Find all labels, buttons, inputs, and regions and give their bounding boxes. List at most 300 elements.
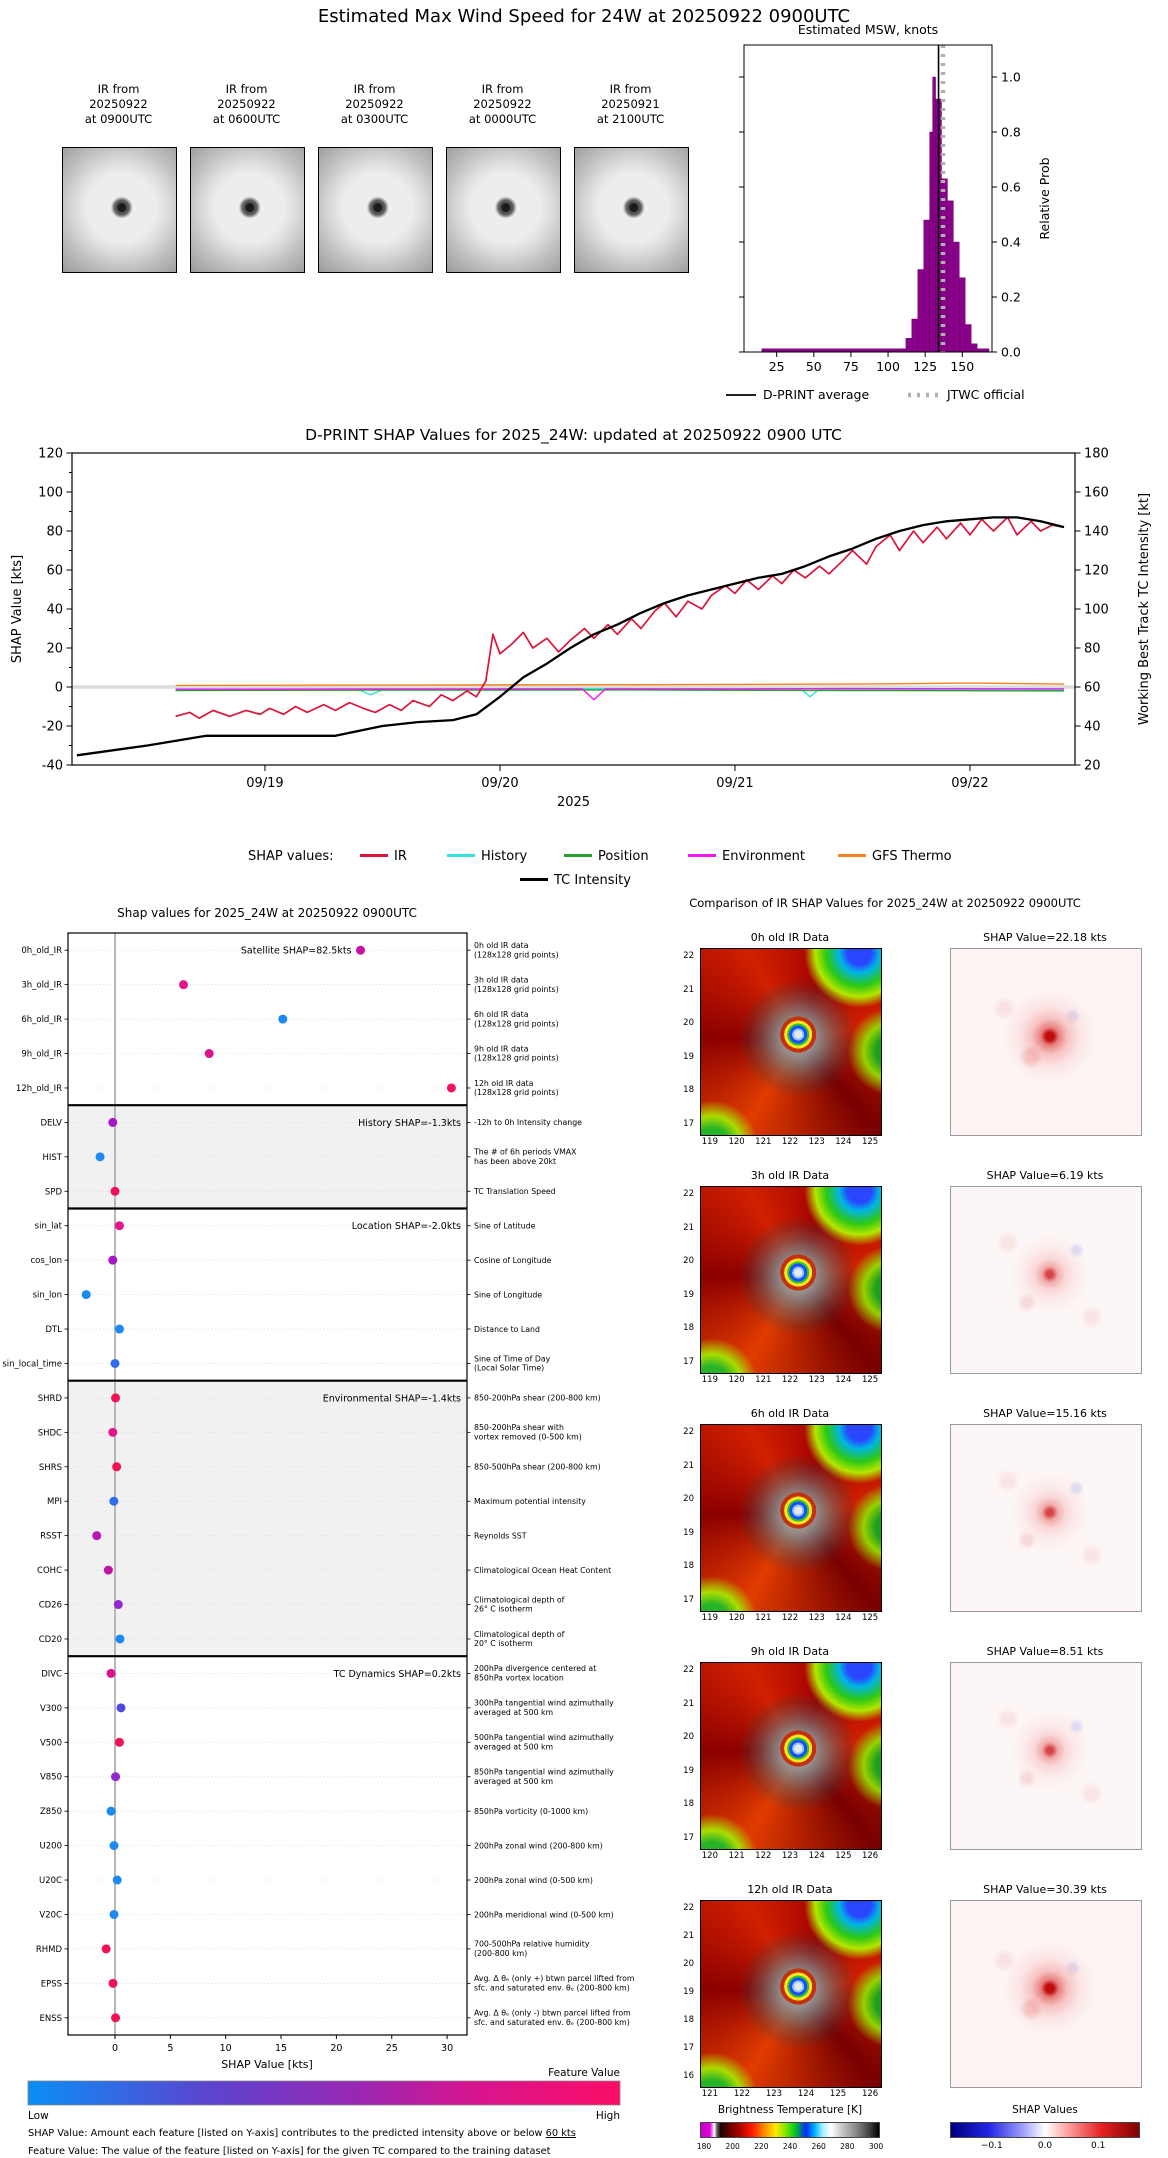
- shap-map-image: [950, 1424, 1142, 1612]
- lon-tick-label: 123: [808, 1137, 825, 1147]
- feature-desc: 850hPa vortex location: [474, 1673, 564, 1683]
- shap-colorbar-tick: −0.1: [980, 2141, 1003, 2151]
- lat-tick-label: 17: [683, 1356, 694, 1367]
- feature-desc: 200hPa meridional wind (0-500 km): [474, 1910, 614, 1920]
- feature-desc: (128x128 grid points): [474, 1053, 559, 1063]
- feature-label: DIVC: [41, 1669, 62, 1680]
- ir-thumbnail-image: [190, 147, 305, 273]
- msw-histogram-chart: [560, 18, 1168, 420]
- feature-dot: [113, 1876, 122, 1885]
- ir-data-image: [700, 1186, 882, 1374]
- lat-tick-label: 22: [683, 1189, 694, 1200]
- feature-desc: averaged at 500 km: [474, 1776, 554, 1786]
- feature-dot: [115, 1325, 124, 1334]
- feature-dot: [107, 1669, 116, 1678]
- lon-tick-label: 125: [861, 1613, 879, 1623]
- histogram-bar: [947, 201, 953, 352]
- feature-desc: 200hPa divergence centered at: [474, 1664, 597, 1674]
- legend-label: IR: [394, 849, 407, 864]
- feature-label: CD26: [38, 1600, 62, 1611]
- shap-panel-title: SHAP Value=22.18 kts: [983, 931, 1107, 944]
- lon-tick-label: 120: [728, 1375, 745, 1385]
- bt-colorbar-tick: 300: [868, 2142, 884, 2151]
- lat-tick-label: 18: [683, 1323, 694, 1334]
- feature-desc: (128x128 grid points): [474, 950, 559, 960]
- feature-desc: (200-800 km): [474, 1949, 528, 1959]
- ir-thumbnail-image: [318, 147, 433, 273]
- lon-tick-label: 126: [861, 1851, 879, 1861]
- feature-dot: [114, 1600, 123, 1609]
- series-position: [176, 690, 1064, 691]
- x-tick-label: 75: [842, 359, 859, 374]
- feature-label: V850: [39, 1772, 62, 1783]
- y-tick-label: 0.0: [1001, 344, 1021, 360]
- bt-colorbar-tick: 220: [754, 2142, 769, 2151]
- feature-desc: Reynolds SST: [474, 1531, 527, 1541]
- lon-tick-label: 125: [829, 2089, 847, 2099]
- x-tick-label: 09/19: [246, 776, 284, 791]
- bt-colorbar-tick: 240: [782, 2142, 798, 2151]
- feature-label: SHRS: [38, 1462, 62, 1473]
- feature-dot: [92, 1531, 101, 1540]
- y-tick-label: 80: [1084, 641, 1101, 657]
- feature-desc: 700-500hPa relative humidity: [474, 1939, 590, 1949]
- y-tick-label: 120: [1084, 563, 1109, 579]
- lat-tick-label: 19: [683, 1051, 694, 1062]
- lon-tick-label: 122: [781, 1137, 799, 1147]
- feature-desc: 300hPa tangential wind azimuthally: [474, 1698, 614, 1708]
- ir-thumbnail-label: IR from 20250921 at 2100UTC: [596, 82, 665, 127]
- legend-label: Position: [598, 849, 649, 864]
- feature-dot: [447, 1083, 456, 1092]
- feature-desc: (128x128 grid points): [474, 1088, 559, 1098]
- feature-label: 9h_old_IR: [21, 1049, 62, 1060]
- shap-timeseries-chart: [0, 420, 1168, 898]
- feature-desc: (128x128 grid points): [474, 984, 559, 994]
- feature-dot: [107, 1807, 116, 1816]
- feature-dot: [179, 980, 188, 989]
- legend-label: D-PRINT average: [763, 387, 870, 402]
- feature-desc: 850-200hPa shear with: [474, 1423, 564, 1433]
- x-tick-label: 0: [111, 2043, 119, 2054]
- histogram-bar: [953, 242, 959, 352]
- feature-desc: Sine of Time of Day: [474, 1354, 551, 1364]
- feature-desc: Maximum potential intensity: [474, 1497, 586, 1507]
- lat-tick-label: 20: [683, 1018, 694, 1029]
- lon-tick-label: 121: [701, 2089, 719, 2099]
- x-tick-label: 30: [441, 2043, 454, 2054]
- feature-desc: 0h old IR data: [474, 941, 529, 951]
- y-tick-label: 0.8: [1001, 124, 1021, 140]
- x-axis-label: 2025: [556, 795, 591, 810]
- histogram-bar: [906, 338, 912, 352]
- lon-tick-label: 122: [755, 1851, 772, 1861]
- series-tc-intensity: [77, 517, 1064, 755]
- dotplot-title: Shap values for 2025_24W at 20250922 0900UTC: [117, 906, 417, 920]
- feature-label: CD20: [38, 1634, 62, 1645]
- feature-desc: 20° C isotherm: [474, 1639, 533, 1649]
- x-tick-label: 25: [385, 2043, 398, 2054]
- lon-tick-label: 120: [728, 1137, 745, 1147]
- feature-dot: [109, 1497, 118, 1506]
- shap-dotplot-chart: [0, 895, 664, 2158]
- lat-tick-label: 18: [683, 1561, 694, 1572]
- lat-tick-label: 21: [683, 984, 694, 995]
- feature-desc: averaged at 500 km: [474, 1742, 554, 1752]
- comparison-title: Comparison of IR SHAP Values for 2025_24W at 20250922 0900UTC: [689, 896, 1081, 910]
- ir-panel-title: 3h old IR Data: [750, 1169, 830, 1182]
- legend-label: History: [481, 849, 528, 864]
- shap-panel-title: SHAP Value=30.39 kts: [983, 1883, 1107, 1896]
- x-tick-label: 09/22: [951, 776, 989, 791]
- feature-desc: has been above 20kt: [474, 1157, 557, 1167]
- shap-map-image: [950, 1662, 1142, 1850]
- feature-dot: [111, 1187, 120, 1196]
- feature-label: V500: [39, 1738, 62, 1749]
- feature-label: Z850: [39, 1807, 62, 1818]
- figure-title: Estimated Max Wind Speed for 24W at 20250922 0900UTC: [317, 6, 851, 27]
- lat-tick-label: 22: [683, 951, 694, 962]
- lon-tick-label: 122: [781, 1375, 799, 1385]
- lon-tick-label: 121: [755, 1375, 772, 1385]
- x-tick-label: 150: [950, 359, 975, 374]
- feature-dot: [108, 1428, 117, 1437]
- histogram-ylabel: Relative Prob: [1037, 157, 1052, 240]
- feature-label: DELV: [40, 1118, 62, 1129]
- y-tick-label: 60: [46, 563, 63, 579]
- lat-tick-label: 19: [683, 1527, 694, 1538]
- histogram-bar: [918, 270, 924, 353]
- feature-desc: 12h old IR data: [474, 1078, 534, 1088]
- lat-tick-label: 18: [683, 2014, 694, 2025]
- plot-frame: [72, 453, 1075, 765]
- section-header: Location SHAP=-2.0kts: [351, 1221, 461, 1233]
- feature-desc: averaged at 500 km: [474, 1708, 554, 1718]
- feature-label: 6h_old_IR: [21, 1015, 62, 1026]
- y-tick-label: 20: [1084, 758, 1101, 774]
- feature-label: SHRD: [37, 1393, 62, 1404]
- ir-thumbnail-image: [62, 147, 177, 273]
- lat-tick-label: 21: [683, 1222, 694, 1233]
- feature-desc: 200hPa zonal wind (0-500 km): [474, 1875, 593, 1885]
- shap-map-image: [950, 948, 1142, 1136]
- lon-tick-label: 125: [835, 1851, 852, 1861]
- lat-tick-label: 19: [683, 1987, 694, 1997]
- feature-desc: 26° C isotherm: [474, 1604, 533, 1614]
- y-tick-label: 60: [1084, 680, 1101, 696]
- feature-label: cos_lon: [30, 1256, 62, 1267]
- x-tick-label: 10: [219, 2043, 232, 2054]
- section-header: TC Dynamics SHAP=0.2kts: [333, 1668, 461, 1680]
- series-gfs-thermo: [176, 683, 1064, 685]
- feature-dot: [115, 1738, 124, 1747]
- histogram-bar: [930, 132, 933, 352]
- y-tick-label: 0: [54, 680, 63, 696]
- feature-dot: [111, 1359, 120, 1368]
- feature-dot: [109, 1979, 118, 1988]
- feature-dot: [356, 946, 365, 955]
- shap-panel-title: SHAP Value=8.51 kts: [986, 1645, 1104, 1658]
- colorbar-low-label: Low: [28, 2110, 49, 2122]
- feature-desc: Sine of Latitude: [474, 1221, 536, 1231]
- bt-colorbar-title: Brightness Temperature [K]: [717, 2104, 863, 2116]
- feature-desc: Avg. Δ θₑ (only -) btwn parcel lifted from: [474, 2008, 631, 2018]
- ir-panel-title: 0h old IR Data: [750, 931, 830, 944]
- lon-tick-label: 120: [701, 1851, 719, 1861]
- lat-tick-label: 19: [683, 1289, 694, 1300]
- y-tick-label: -40: [41, 758, 63, 774]
- lon-tick-label: 125: [861, 1375, 879, 1385]
- feature-desc: Climatological depth of: [474, 1595, 565, 1605]
- feature-label: sin_lat: [34, 1221, 62, 1232]
- feature-dot: [96, 1152, 105, 1161]
- y-tick-label: 1.0: [1001, 69, 1021, 85]
- feature-dot: [111, 2013, 120, 2022]
- y-tick-label: 20: [46, 641, 63, 657]
- lon-tick-label: 122: [733, 2089, 751, 2099]
- shap-map-image: [950, 1900, 1142, 2088]
- lon-tick-label: 124: [835, 1375, 852, 1385]
- shap-colorbar-tick: 0.0: [1037, 2141, 1053, 2151]
- y-tick-label: 0.2: [1001, 289, 1021, 305]
- lat-tick-label: 21: [683, 1460, 694, 1471]
- feature-label: 0h_old_IR: [21, 946, 62, 957]
- feature-desc: 850-500hPa shear (200-800 km): [474, 1462, 601, 1472]
- feature-label: V300: [39, 1703, 62, 1714]
- histogram-title: Estimated MSW, knots: [797, 22, 939, 37]
- feature-desc: 500hPa tangential wind azimuthally: [474, 1733, 614, 1743]
- x-tick-label: 100: [876, 359, 900, 374]
- feature-label: MPI: [47, 1497, 62, 1508]
- lon-tick-label: 122: [781, 1613, 799, 1623]
- feature-dot: [116, 1703, 125, 1712]
- shap-colorbar: [950, 2122, 1140, 2138]
- shap-colorbar-tick: 0.1: [1091, 2141, 1106, 2151]
- feature-dot: [278, 1015, 287, 1024]
- lon-tick-label: 121: [755, 1137, 772, 1147]
- lon-tick-label: 119: [701, 1375, 719, 1385]
- lat-tick-label: 22: [683, 1665, 694, 1676]
- lat-tick-label: 18: [683, 1085, 694, 1096]
- feature-label: DTL: [45, 1325, 62, 1336]
- shap-panel-title: SHAP Value=15.16 kts: [983, 1407, 1107, 1420]
- feature-desc: 850-200hPa shear (200-800 km): [474, 1393, 601, 1403]
- lat-tick-label: 19: [683, 1765, 694, 1776]
- y-tick-label: 120: [38, 446, 63, 462]
- x-axis-label: SHAP Value [kts]: [221, 2058, 313, 2071]
- feature-label: sin_local_time: [2, 1359, 62, 1370]
- section-header: Environmental SHAP=-1.4kts: [322, 1393, 461, 1405]
- ir-thumbnail-label: IR from 20250922 at 0300UTC: [340, 82, 409, 127]
- lat-tick-label: 17: [683, 1118, 694, 1129]
- feature-dot: [108, 1118, 117, 1127]
- histogram-bar: [971, 344, 977, 352]
- histogram-bar: [933, 77, 936, 352]
- ir-data-image: [700, 948, 882, 1136]
- bt-colorbar: [700, 2122, 880, 2138]
- x-tick-label: 50: [805, 359, 822, 374]
- feature-label: 3h_old_IR: [21, 980, 62, 991]
- legend-label: TC Intensity: [554, 873, 631, 888]
- lat-tick-label: 17: [683, 1832, 694, 1843]
- feature-desc: Distance to Land: [474, 1324, 540, 1334]
- feature-dot: [102, 1944, 111, 1953]
- lat-tick-label: 17: [683, 1594, 694, 1605]
- feature-value-colorbar: [28, 2081, 620, 2105]
- shap-panel-title: SHAP Value=6.19 kts: [986, 1169, 1104, 1182]
- feature-desc: 9h old IR data: [474, 1044, 529, 1054]
- x-tick-label: 25: [768, 359, 785, 374]
- lat-tick-label: 21: [683, 1931, 694, 1942]
- y-tick-label: 100: [1084, 602, 1109, 618]
- feature-label: U20C: [39, 1876, 62, 1887]
- feature-desc: The # of 6h periods VMAX: [474, 1147, 577, 1157]
- ir-data-image: [700, 1424, 882, 1612]
- feature-desc: Sine of Longitude: [474, 1290, 543, 1300]
- feature-desc: Avg. Δ θₑ (only +) btwn parcel lifted from: [474, 1974, 635, 1984]
- lon-tick-label: 126: [861, 2089, 879, 2099]
- lon-tick-label: 123: [781, 1851, 799, 1861]
- lat-tick-label: 22: [683, 1903, 694, 1914]
- y-tick-label: 0.6: [1001, 179, 1021, 195]
- colorbar-high-label: High: [595, 2110, 620, 2122]
- ir-thumbnail-label: IR from 20250922 at 0900UTC: [84, 82, 153, 127]
- feature-label: SPD: [44, 1187, 62, 1198]
- feature-dot: [82, 1290, 91, 1299]
- feature-label: sin_lon: [32, 1290, 62, 1301]
- left-axis-label: SHAP Value [kts]: [10, 554, 25, 664]
- y-tick-label: 140: [1084, 524, 1109, 540]
- feature-desc: sfc. and saturated env. θₑ (200-800 km): [474, 1983, 630, 1993]
- ir-data-image: [700, 1662, 882, 1850]
- legend-title: SHAP values:: [248, 849, 334, 864]
- feature-desc: Climatological depth of: [474, 1629, 565, 1639]
- legend-label: JTWC official: [947, 387, 1025, 402]
- ir-thumbnail-label: IR from 20250922 at 0000UTC: [468, 82, 537, 127]
- feature-label: U200: [39, 1841, 62, 1852]
- x-tick-label: 09/21: [716, 776, 754, 791]
- lon-tick-label: 124: [835, 1613, 852, 1623]
- lat-tick-label: 17: [683, 2042, 694, 2053]
- feature-dot: [104, 1566, 113, 1575]
- bt-colorbar-tick: 260: [811, 2142, 826, 2151]
- y-tick-label: 100: [38, 485, 63, 501]
- lon-tick-label: 119: [701, 1613, 719, 1623]
- ir-thumbnail-image: [446, 147, 561, 273]
- lat-tick-label: 18: [683, 1799, 694, 1810]
- colorbar-title: Feature Value: [548, 2067, 620, 2079]
- right-axis-label: Working Best Track TC Intensity [kt]: [1137, 492, 1152, 726]
- ir-panel-title: 12h old IR Data: [747, 1883, 833, 1896]
- lon-tick-label: 124: [835, 1137, 852, 1147]
- lon-tick-label: 125: [861, 1137, 879, 1147]
- y-tick-label: -20: [41, 719, 63, 735]
- lon-tick-label: 121: [728, 1851, 745, 1861]
- lat-tick-label: 20: [683, 1494, 694, 1505]
- lon-tick-label: 123: [765, 2089, 783, 2099]
- timeseries-title: D-PRINT SHAP Values for 2025_24W: updated at 20250922 0900 UTC: [305, 426, 842, 444]
- legend-label: Environment: [722, 849, 806, 864]
- bt-colorbar-tick: 200: [725, 2142, 740, 2151]
- feature-dot: [111, 1393, 120, 1402]
- lat-tick-label: 20: [683, 1732, 694, 1743]
- y-tick-label: 40: [1084, 719, 1101, 735]
- feature-dot: [115, 1221, 124, 1230]
- histogram-bar: [965, 325, 971, 353]
- x-tick-label: 5: [167, 2043, 174, 2054]
- lat-tick-label: 20: [683, 1959, 694, 1970]
- feature-label: SHDC: [37, 1428, 62, 1439]
- feature-label: V20C: [39, 1910, 62, 1921]
- y-tick-label: 180: [1084, 446, 1109, 462]
- lon-tick-label: 121: [755, 1613, 772, 1623]
- feature-dot: [112, 1462, 121, 1471]
- bt-colorbar-tick: 180: [696, 2142, 712, 2151]
- lon-tick-label: 124: [808, 1851, 825, 1861]
- feature-label: COHC: [37, 1566, 62, 1577]
- histogram-bar: [959, 278, 965, 352]
- feature-desc: 6h old IR data: [474, 1009, 529, 1019]
- feature-desc: Cosine of Longitude: [474, 1255, 552, 1265]
- feature-label: HIST: [42, 1152, 62, 1163]
- lat-tick-label: 21: [683, 1698, 694, 1709]
- feature-dot: [108, 1256, 117, 1265]
- lat-tick-label: 20: [683, 1256, 694, 1267]
- feature-dot: [111, 1772, 120, 1781]
- shap-map-image: [950, 1186, 1142, 1374]
- y-tick-label: 160: [1084, 485, 1109, 501]
- feature-dot: [110, 1910, 119, 1919]
- y-tick-label: 80: [46, 524, 63, 540]
- feature-desc: (Local Solar Time): [474, 1363, 545, 1373]
- histogram-bar: [912, 319, 918, 352]
- x-tick-label: 15: [275, 2043, 288, 2054]
- ir-data-image: [700, 1900, 882, 2088]
- lon-tick-label: 123: [808, 1375, 825, 1385]
- feature-label: RSST: [40, 1531, 62, 1542]
- legend-label: GFS Thermo: [872, 849, 952, 864]
- feature-desc: -12h to 0h Intensity change: [474, 1118, 582, 1128]
- section-header: Satellite SHAP=82.5kts: [240, 945, 352, 957]
- bt-colorbar-tick: 280: [840, 2142, 855, 2151]
- feature-dot: [110, 1841, 119, 1850]
- feature-desc: (128x128 grid points): [474, 1019, 559, 1029]
- feature-label: RHMD: [35, 1944, 62, 1955]
- y-tick-label: 0.4: [1001, 234, 1021, 250]
- feature-desc: 3h old IR data: [474, 975, 529, 985]
- lon-tick-label: 119: [701, 1137, 719, 1147]
- ir-panel-title: 6h old IR Data: [750, 1407, 830, 1420]
- feature-dot: [205, 1049, 214, 1058]
- x-tick-label: 125: [913, 359, 938, 374]
- lon-tick-label: 120: [728, 1613, 745, 1623]
- ir-panel-title: 9h old IR Data: [750, 1645, 830, 1658]
- section-header: History SHAP=-1.3kts: [358, 1117, 461, 1129]
- feature-desc: TC Translation Speed: [474, 1187, 556, 1197]
- footnote: Feature Value: The value of the feature [listed on Y-axis] for the given TC compared to the training dataset: [28, 2146, 551, 2157]
- feature-dot: [115, 1634, 124, 1643]
- lon-tick-label: 124: [797, 2089, 815, 2099]
- x-tick-label: 09/20: [481, 776, 519, 791]
- feature-desc: Climatological Ocean Heat Content: [474, 1565, 612, 1575]
- y-tick-label: 40: [46, 602, 63, 618]
- feature-label: 12h_old_IR: [15, 1083, 62, 1094]
- feature-label: ENSS: [39, 2013, 62, 2024]
- histogram-bar: [924, 220, 930, 352]
- lon-tick-label: 123: [808, 1613, 825, 1623]
- feature-desc: 850hPa tangential wind azimuthally: [474, 1767, 614, 1777]
- section-shading: [68, 1381, 467, 1657]
